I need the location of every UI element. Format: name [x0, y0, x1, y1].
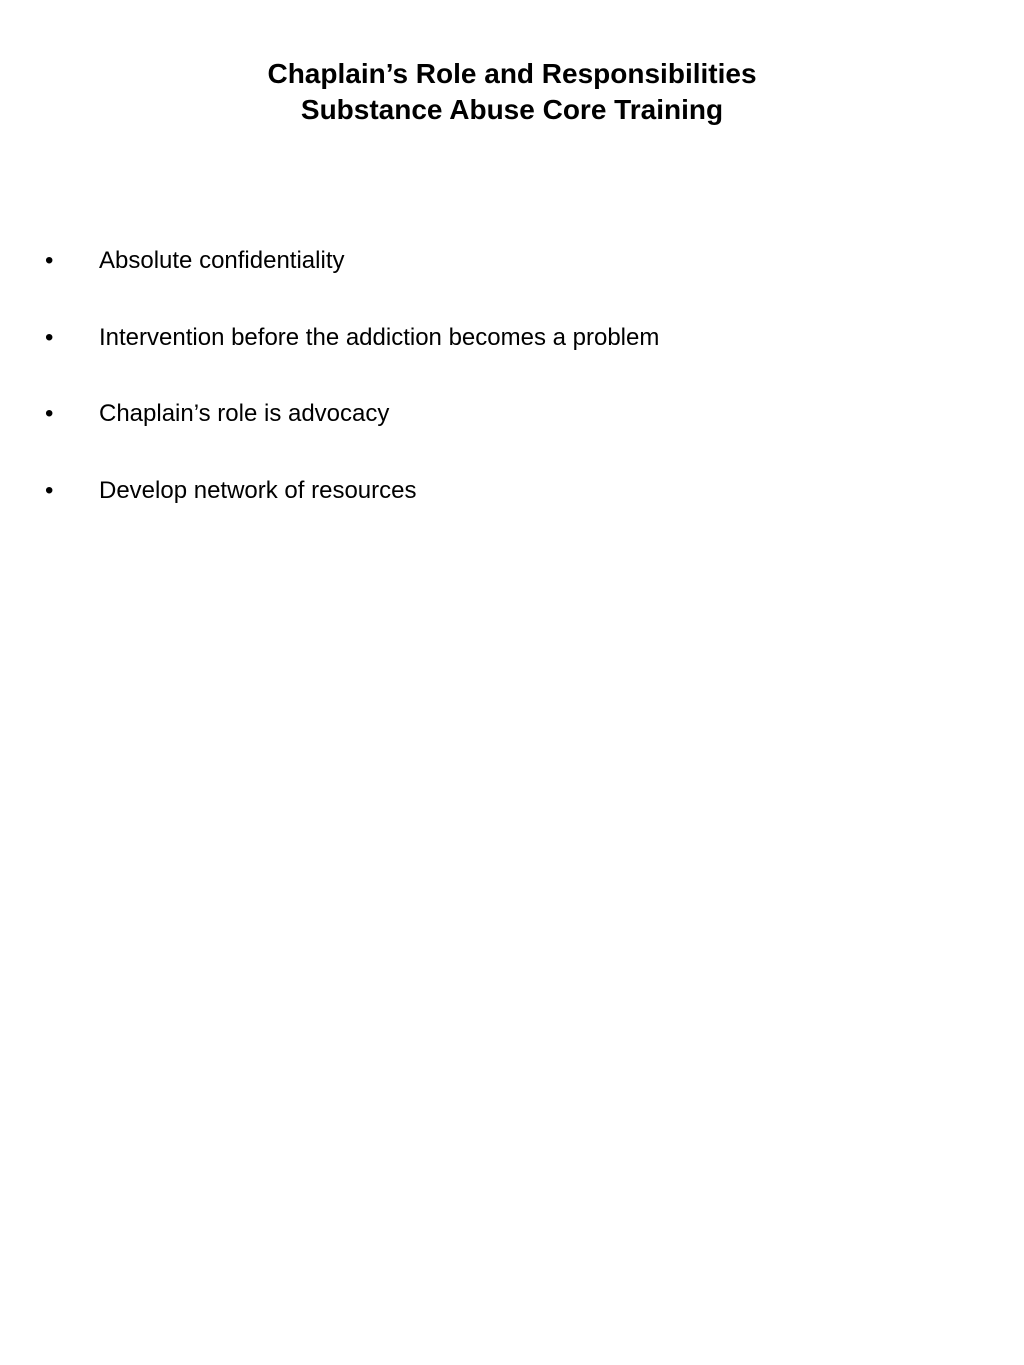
bullet-marker: • [45, 400, 54, 427]
bullet-text: Absolute confidentiality [99, 247, 345, 274]
title-line-1: Chaplain’s Role and Responsibilities [267, 58, 757, 89]
bullet-text: Develop network of resources [99, 476, 417, 504]
bullet-text: Chaplain’s role is advocacy [99, 400, 390, 427]
title-line-2: Substance Abuse Core Training [300, 94, 724, 125]
bullet-marker: • [45, 323, 54, 351]
slide-title [0, 56, 1024, 128]
bullet-text: Intervention before the addiction becomes a problem [99, 323, 660, 351]
bullet-marker: • [45, 247, 54, 274]
bullet-marker: • [45, 476, 54, 504]
